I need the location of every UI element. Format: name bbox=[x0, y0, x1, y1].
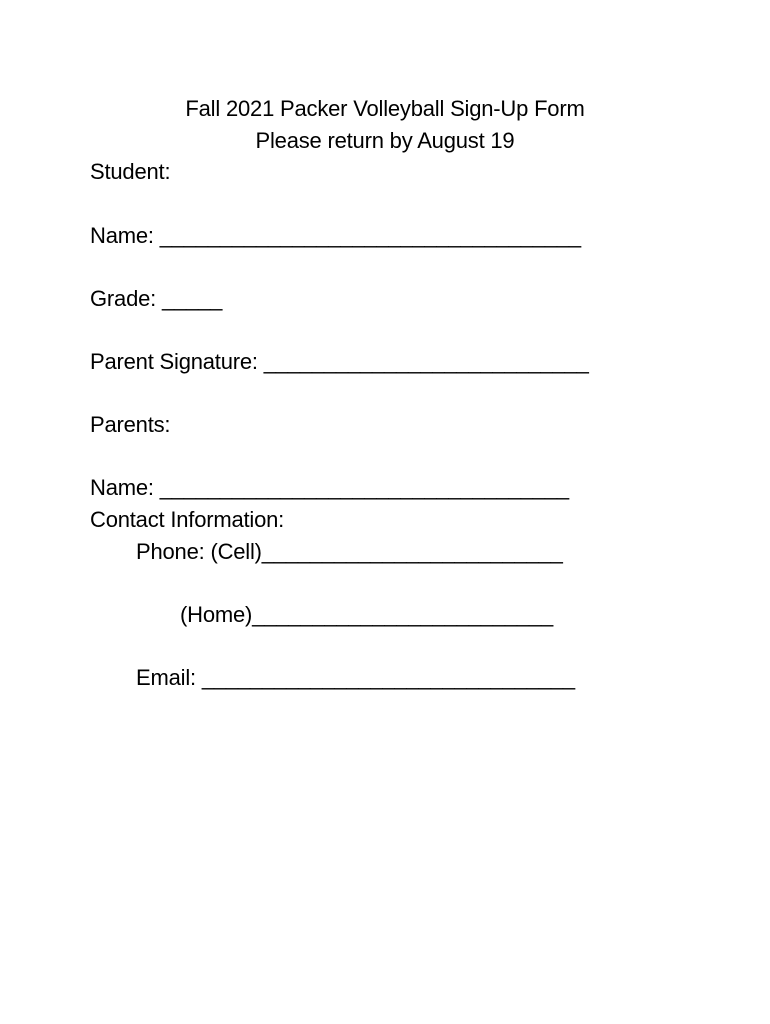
return-date-note: Please return by August 19 bbox=[255, 128, 515, 153]
email-field: Email: _______________________________ bbox=[136, 665, 575, 690]
contact-info-header: Contact Information: bbox=[90, 507, 285, 532]
grade-field: Grade: _____ bbox=[90, 286, 223, 311]
parent-signature-field: Parent Signature: ___________________________ bbox=[90, 349, 589, 374]
home-phone-field: (Home)_________________________ bbox=[180, 602, 554, 627]
form-title: Fall 2021 Packer Volleyball Sign-Up Form bbox=[185, 96, 585, 121]
cell-phone-field: Phone: (Cell)_________________________ bbox=[136, 539, 563, 564]
parents-section-header: Parents: bbox=[90, 412, 171, 437]
student-section-header: Student: bbox=[90, 159, 171, 184]
student-name-field: Name: ___________________________________ bbox=[90, 223, 581, 248]
parent-name-field: Name: __________________________________ bbox=[90, 475, 569, 500]
